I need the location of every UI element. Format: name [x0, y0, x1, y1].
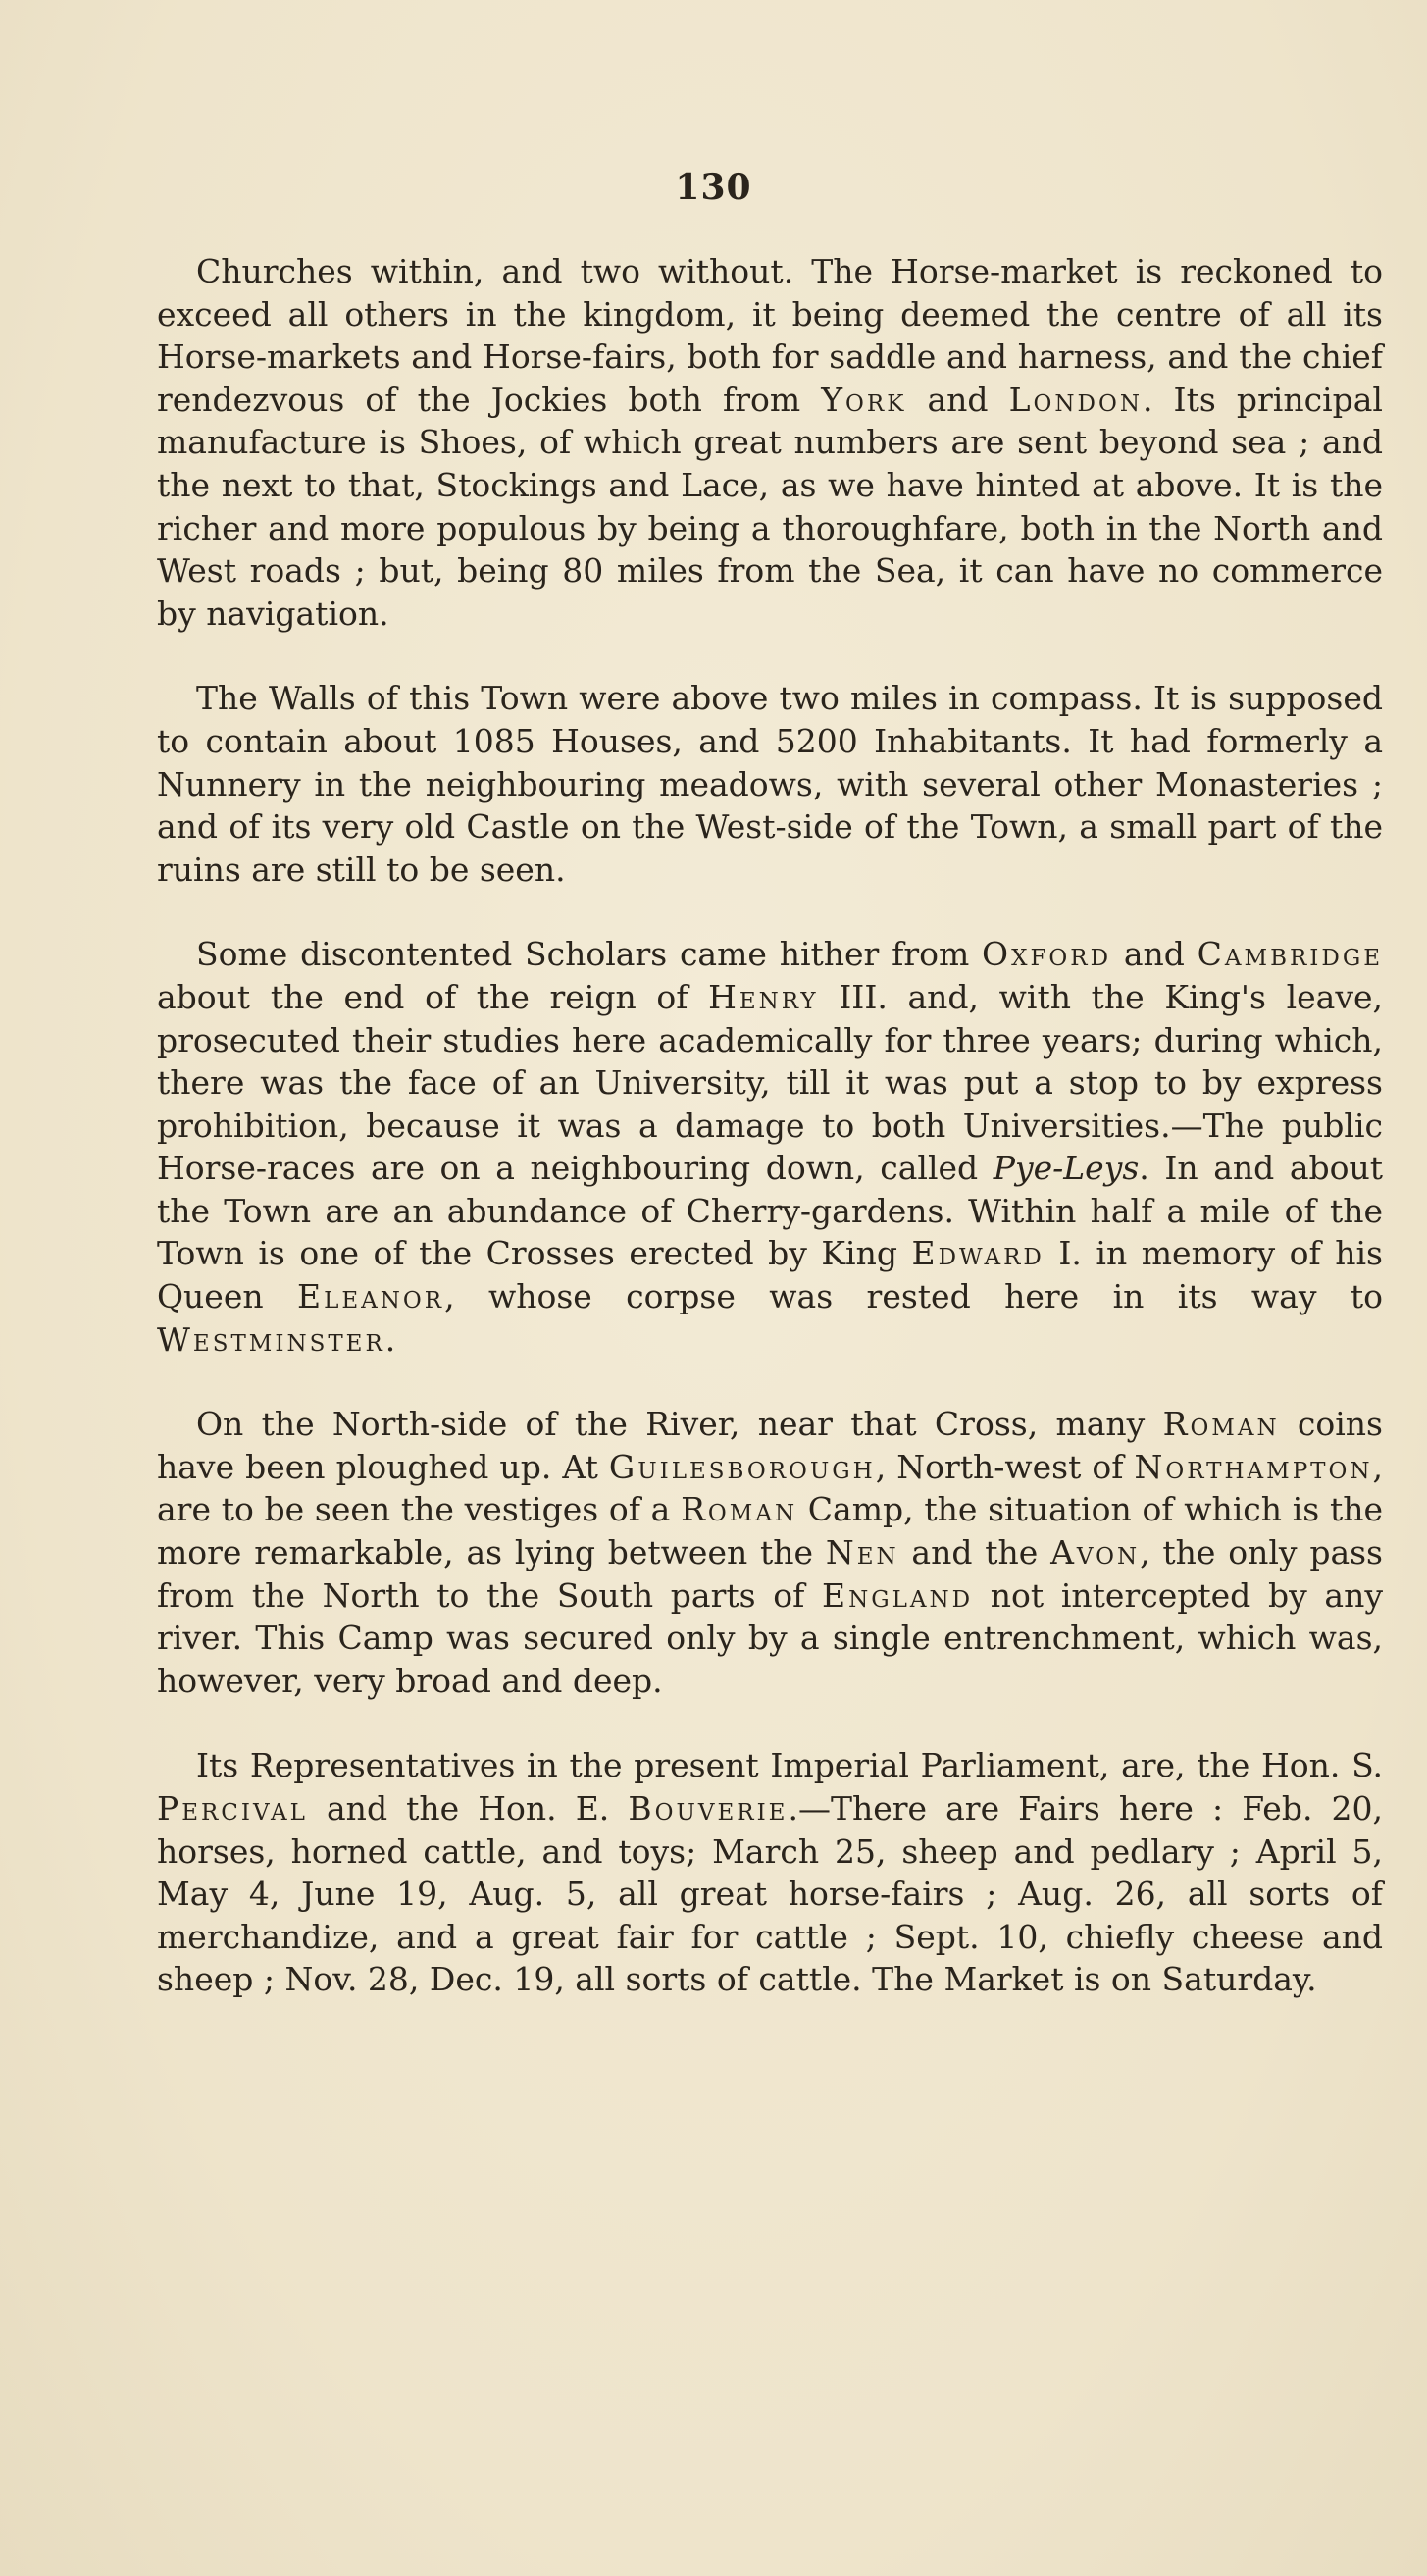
- text-run: and the: [898, 1533, 1051, 1572]
- text-run: Some discontented Scholars came hither from: [196, 935, 983, 974]
- small-caps-text: Henry: [708, 977, 819, 1016]
- text-run: and: [906, 380, 1009, 419]
- text-run: , are to be seen the vestiges of a: [157, 1447, 1383, 1529]
- text-run: not intercepted by any river. This Camp was secured only by a single entrenchment, which was, however, very broad and deep.: [157, 1575, 1383, 1700]
- paragraph: [157, 250, 1383, 635]
- small-caps-text: Cambridge: [1197, 935, 1383, 974]
- text-run: Camp, the situation of which is the more remarkable, as lying between the: [157, 1490, 1383, 1572]
- text-run: , whose corpse was rested here in its way to: [444, 1277, 1383, 1316]
- small-caps-text: Edward: [911, 1234, 1045, 1273]
- paragraph: [157, 1744, 1383, 2001]
- text-run: , North-west of: [875, 1447, 1135, 1486]
- text-run: coins have been ploughed up. At: [157, 1405, 1383, 1486]
- small-caps-text: Westminster: [157, 1319, 385, 1359]
- small-caps-text: Avon: [1050, 1533, 1141, 1572]
- body-text: [157, 250, 1383, 2043]
- text-run: Its Representatives in the present Imperial Parliament, are, the Hon. S.: [196, 1746, 1383, 1785]
- text-run: and: [1111, 935, 1198, 974]
- text-run: . Its principal manufacture is Shoes, of which great numbers are sent beyond sea ; and the next to that, Stockings and Lace, as we have hinted at above. It is the richer and more populous by being a thoroughfare, both in the North and West roads ; but, being 80 miles from the Sea, it can have no commerce by navigation.: [157, 380, 1383, 633]
- text-run: .: [384, 1319, 396, 1359]
- text-run: The Walls of this Town were above two miles in compass. It is supposed to contain about 1085 Houses, and 5200 Inhabitants. It had formerly a Nunnery in the neighbouring meadows, with several other Monasteries ; and of its very old Castle on the West-side of the Town, a small part of the ruins are still to be seen.: [157, 679, 1383, 889]
- small-caps-text: Roman: [681, 1490, 798, 1529]
- small-caps-text: Northampton: [1134, 1447, 1373, 1486]
- small-caps-text: Nen: [825, 1533, 899, 1572]
- text-run: , the only pass from the North to the South parts of: [157, 1533, 1383, 1615]
- small-caps-text: Percival: [157, 1789, 308, 1828]
- text-run: III. and, with the King's leave, prosecuted their studies here academically for three years; during which, there was the face of an University, till it was put a stop to by express prohibition, because it was a damage to both Universities.—The public Horse-races are on a neighbouring down, called: [157, 977, 1383, 1188]
- small-caps-text: Eleanor: [297, 1277, 445, 1316]
- text-run: Churches within, and two without. The Horse-market is reckoned to exceed all others in the kingdom, it being deemed the centre of all its Horse-markets and Horse-fairs, both for saddle and harness, and the chief rendezvous of the Jockies both from: [157, 252, 1383, 419]
- small-caps-text: Guilesborough: [608, 1447, 876, 1486]
- text-run: .—There are Fairs here : Feb. 20, horses, horned cattle, and toys; March 25, sheep and pedlary ; April 5, May 4, June 19, Aug. 5, all great horse-fairs ; Aug. 26, all sorts of merchandize, and a great fair for cattle ; Sept. 10, chiefly cheese and sheep ; Nov. 28, Dec. 19, all sorts of cattle. The Market is on Saturday.: [157, 1789, 1383, 1999]
- small-caps-text: Bouverie: [628, 1789, 789, 1828]
- page-number: 130: [675, 167, 752, 208]
- text-run: and the Hon. E.: [307, 1789, 629, 1828]
- paragraph: [157, 1403, 1383, 1702]
- paragraph: [157, 677, 1383, 891]
- text-run: On the North-side of the River, near that Cross, many: [196, 1405, 1163, 1444]
- text-run: . In and about the Town are an abundance of Cherry-gardens. Within half a mile of the Town is one of the Crosses erected by King: [157, 1149, 1384, 1273]
- small-caps-text: York: [821, 380, 907, 419]
- small-caps-text: Roman: [1162, 1405, 1280, 1444]
- small-caps-text: England: [822, 1575, 974, 1615]
- italic-text: Pye-Leys: [993, 1149, 1140, 1188]
- text-run: I. in memory of his Queen: [157, 1234, 1383, 1316]
- paragraph: [157, 933, 1383, 1361]
- small-caps-text: Oxford: [982, 935, 1112, 974]
- small-caps-text: London: [1008, 380, 1143, 419]
- text-run: about the end of the reign of: [157, 977, 709, 1016]
